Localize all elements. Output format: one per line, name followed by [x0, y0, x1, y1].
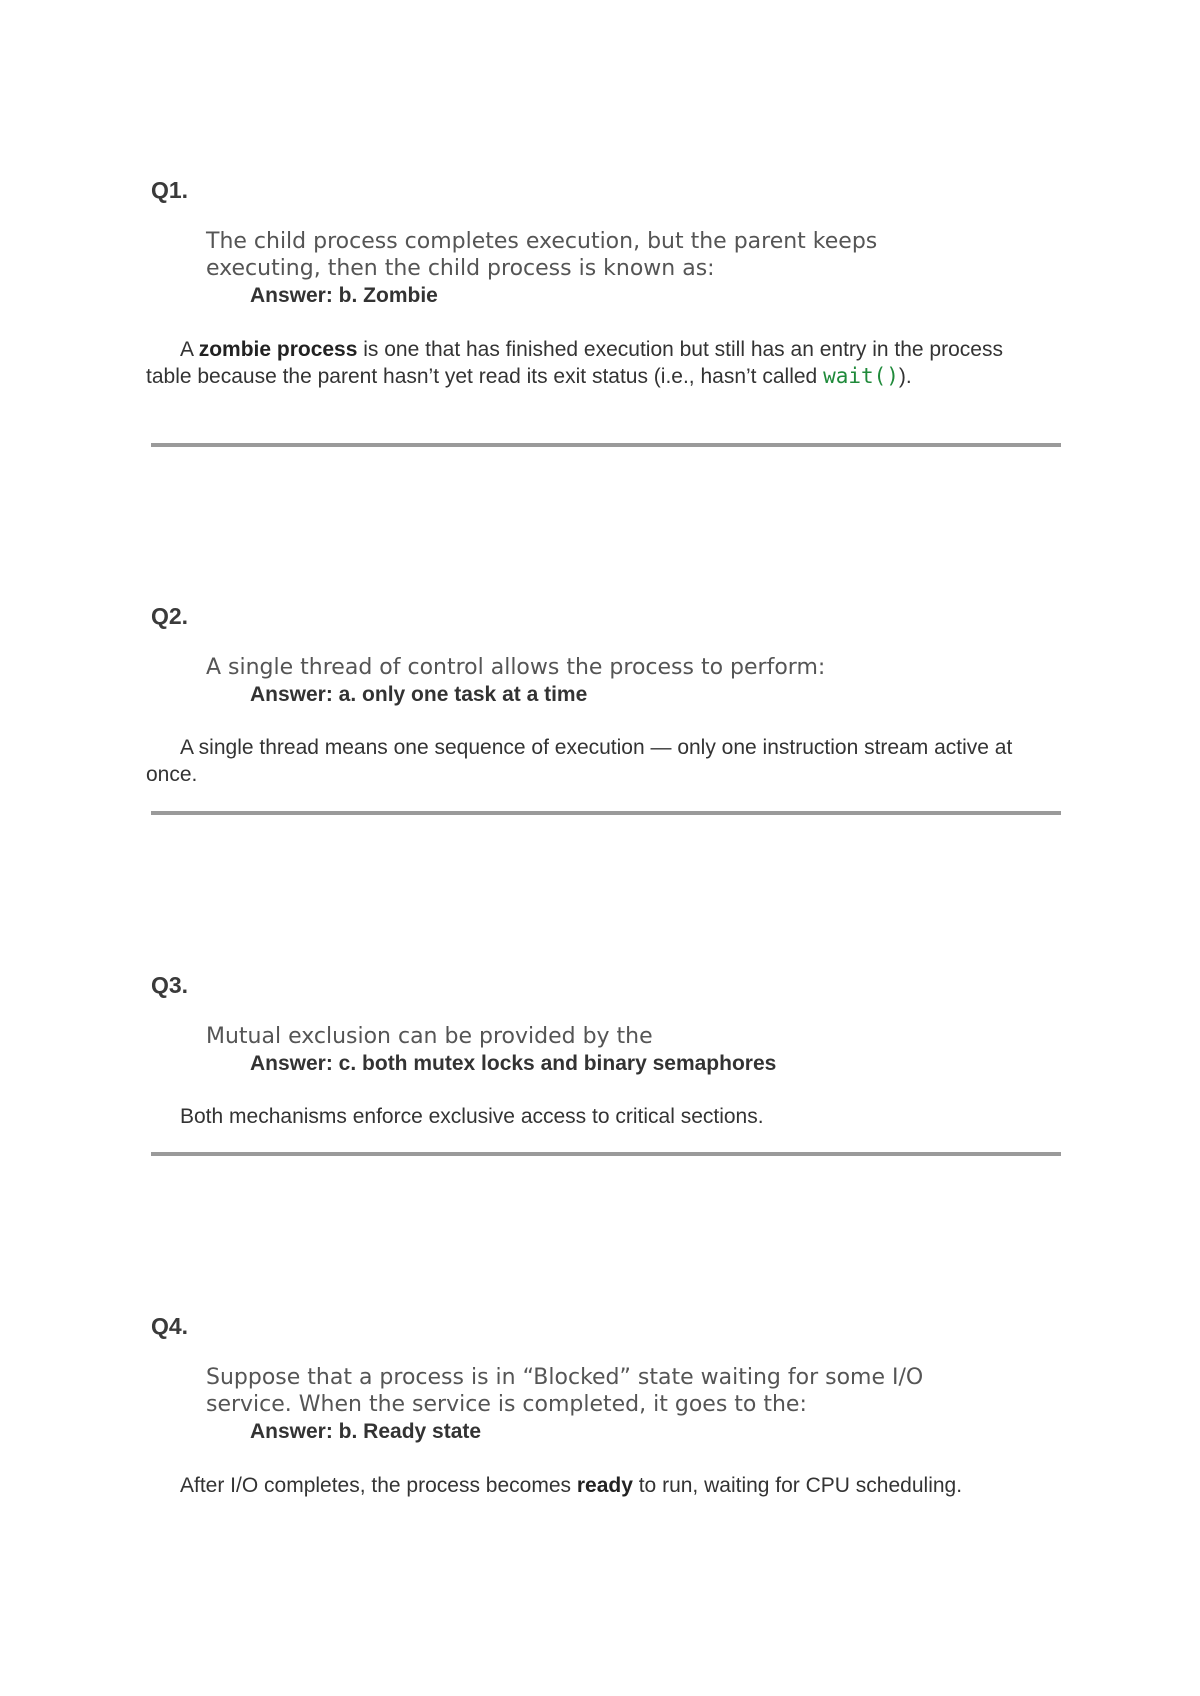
section-divider — [151, 811, 1061, 815]
explanation-bold-term: ready — [576, 1474, 633, 1497]
answer-text: Answer: b. Ready state — [250, 1420, 482, 1443]
explanation-part: is one that has finished execution but still has an entry in the process table because the parent hasn’t yet read its exit status (i.e., hasn’t called — [146, 338, 1003, 388]
explanation-text — [146, 1472, 1026, 1499]
explanation-part: After I/O completes, the process becomes — [180, 1474, 577, 1497]
question-number: Q3. — [151, 972, 189, 998]
answer-text: Answer: a. only one task at a time — [250, 683, 588, 706]
explanation-part: A — [180, 338, 199, 361]
section-divider — [151, 1152, 1061, 1156]
question-number: Q2. — [151, 603, 189, 629]
explanation-part: A single thread means one sequence of execution — only one instruction stream active at once. — [146, 736, 1013, 786]
question-text: Suppose that a process is in “Blocked” state waiting for some I/O service. When the service is completed, it goes to the: — [206, 1365, 924, 1417]
question-text: Mutual exclusion can be provided by the — [206, 1024, 653, 1049]
explanation-part: to run, waiting for CPU scheduling. — [632, 1474, 963, 1497]
section-divider — [151, 443, 1061, 447]
answer-text: Answer: c. both mutex locks and binary semaphores — [250, 1052, 777, 1075]
explanation-text — [146, 336, 1026, 390]
answer-text: Answer: b. Zombie — [250, 284, 438, 307]
explanation-part: Both mechanisms enforce exclusive access to critical sections. — [180, 1105, 764, 1128]
explanation-bold-term: zombie process — [198, 338, 358, 361]
code-snippet: wait() — [823, 364, 899, 388]
explanation-text — [146, 734, 1026, 788]
question-text: A single thread of control allows the process to perform: — [206, 655, 826, 680]
question-text: The child process completes execution, but the parent keeps executing, then the child process is known as: — [206, 229, 878, 281]
explanation-text — [146, 1103, 1026, 1130]
question-number: Q4. — [151, 1313, 189, 1339]
question-number: Q1. — [151, 177, 189, 203]
explanation-part: ). — [898, 365, 912, 388]
